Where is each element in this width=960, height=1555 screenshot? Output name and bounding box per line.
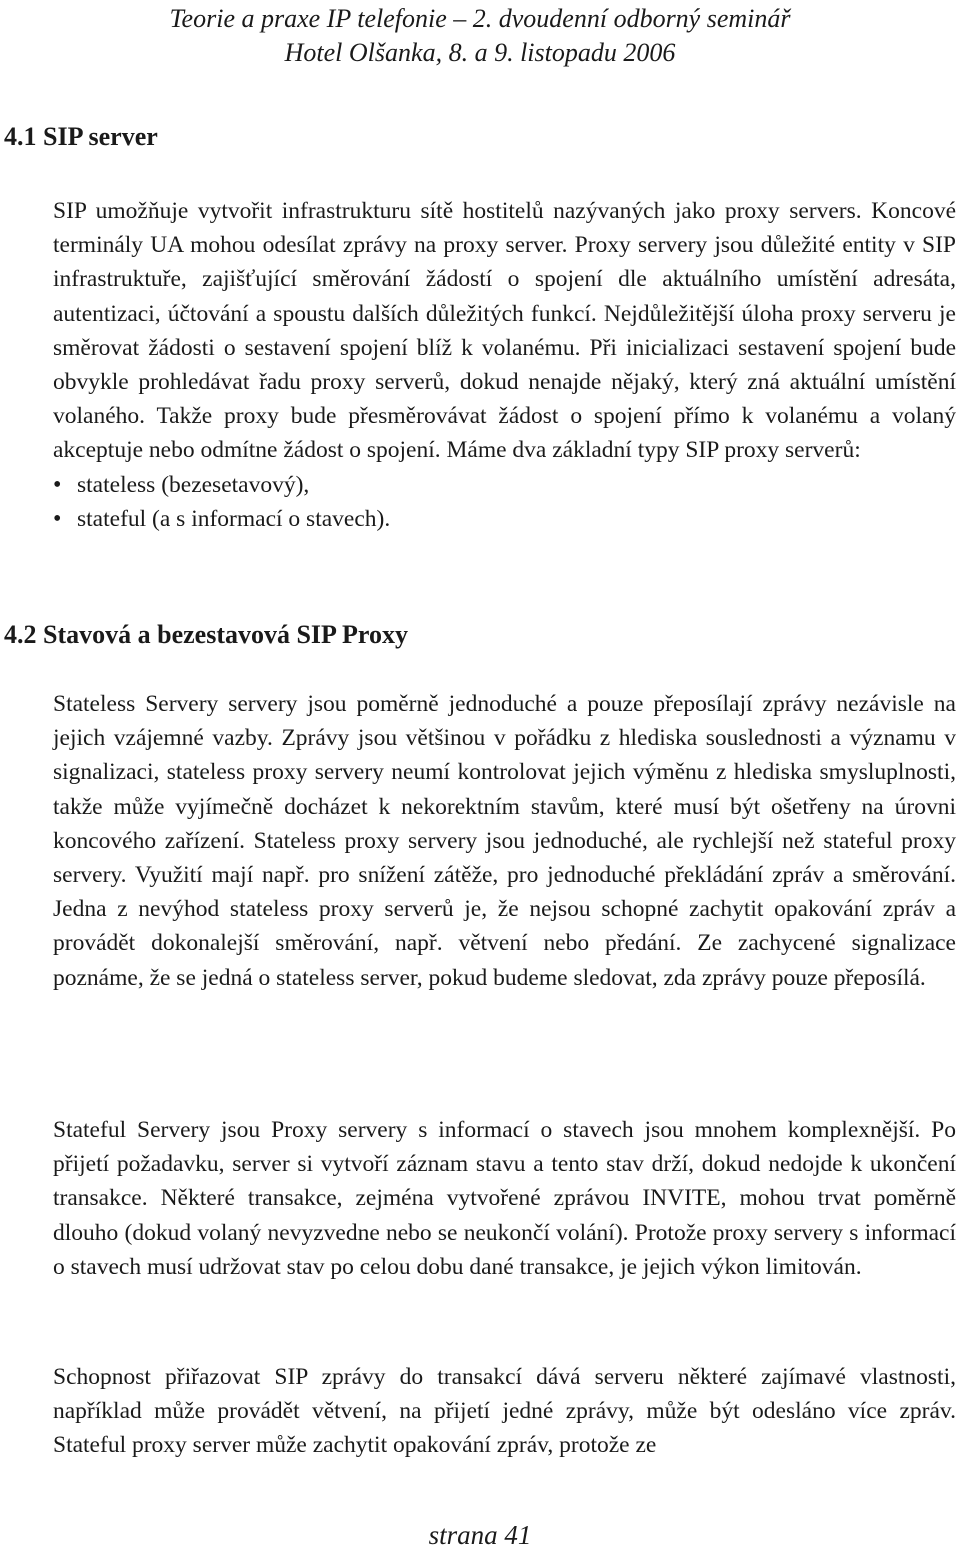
- paragraph-stateless-servers: Stateless Servery servery jsou poměrně jednoduché a pouze přeposílají zprávy nezávisle na jejich vzájemné vazby. Zprávy jsou většinou v pořádku z hlediska souslednosti a významu v signalizaci, stateless proxy servery neumí kontrolovat jejich výměnu z hlediska smysluplnosti, takže může vyjímečně docházet k nekorektním stavům, které musí být ošetřeny na úrovni koncového zařízení. Stateless proxy servery jsou jednoduché, ale rychlejší než stateful proxy servery. Využití mají např. pro snížení zátěže, pro jednoduché překládání zpráv a směrování. Jedna z nevýhod stateless proxy serverů je, že nejsou schopné zachytit opakování zpráv a provádět dokonalejší směrování, např. větvení nebo předání. Ze zachycené signalizace poznáme, že se jedná o stateless server, pokud budeme sledovat, zda zprávy pouze přeposílá.: [53, 691, 956, 991]
- section-heading-stateful-stateless-proxy: 4.2 Stavová a bezestavová SIP Proxy: [4, 620, 408, 649]
- header-seminar-title: Teorie a praxe IP telefonie – 2. dvoudenní odborný seminář: [169, 4, 791, 33]
- paragraph-transaction-mapping-wrap: [4, 1360, 956, 1463]
- section-heading-sip-server: 4.1 SIP server: [4, 122, 158, 151]
- section-1-body: [4, 194, 956, 536]
- paragraph-sip-server-intro: SIP umožňuje vytvořit infrastrukturu sítě hostitelů nazývaných jako proxy servers. Koncové terminály UA mohou odesílat zprávy na proxy server. Proxy servery jsou důležité entity v SIP infrastruktuře, zajišťující směrování žádostí o spojení dle aktuálního umístění adresáta, autentizaci, účtování a spoustu dalších důležitých funkcí. Nejdůležitější úloha proxy serveru je směrovat žádosti o sestavení spojení blíž k volanému. Při inicializaci sestavení spojení bude obvykle prohledávat řadu proxy serverů, dokud nenajde nějaký, který zná aktuální umístění volaného. Takže proxy bude přesměrovávat žádost o spojení přímo k volanému a volaný akceptuje nebo odmítne žádost o spojení. Máme dva základní typy SIP proxy serverů:: [53, 198, 956, 464]
- list-item-stateful: • stateful (a s informací o stavech).: [4, 502, 956, 536]
- paragraph-stateful-servers: Stateful Servery jsou Proxy servery s informací o stavech jsou mnohem komplexnější. Po přijetí požadavku, server si vytvoří záznam stavu a tento stav drží, dokud nedojde k ukončení transakce. Některé transakce, zejména vytvořené zprávou INVITE, mohou trvat poměrně dlouho (dokud volaný nevyzvedne nebo se neukončí volání). Protože proxy servery s informací o stavech musí udržovat stav po celou dobu dané transakce, je jejich výkon limitován.: [53, 1117, 956, 1280]
- list-item-stateless: • stateless (bezesetavový),: [4, 468, 956, 502]
- paragraph-stateless-servers-wrap: [4, 687, 956, 995]
- proxy-types-list: [4, 468, 956, 536]
- paragraph-transaction-mapping: Schopnost přiřazovat SIP zprávy do transakcí dává serveru některé zajímavé vlastnosti, například může provádět větvení, na přijetí jedné zprávy, může být odesláno více zpráv. Stateful proxy server může zachytit opakování zpráv, protože ze: [53, 1364, 956, 1459]
- header-venue-date: Hotel Olšanka, 8. a 9. listopadu 2006: [284, 38, 676, 67]
- running-header: [0, 2, 960, 70]
- paragraph-stateful-servers-wrap: [4, 1113, 956, 1284]
- page-number: strana 41: [428, 1520, 532, 1550]
